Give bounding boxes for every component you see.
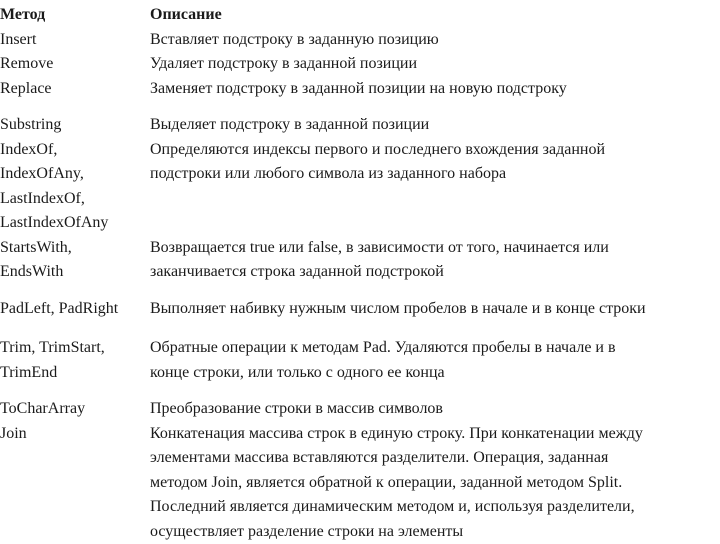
method-name: Replace	[0, 77, 150, 102]
method-name: StartsWith, EndsWith	[0, 236, 150, 285]
method-description: Конкатенация массива строк в единую строку. При конкатенации между элементами массива вставляются разделители. Операция, заданная методом Join, является обратной к операции, заданной методом Split. Последний является динамическим методом и, используя разделители, осуществляет разделение строки на элементы	[150, 422, 720, 544]
method-name: Insert	[0, 28, 150, 53]
table-row	[0, 77, 720, 102]
header-method: Метод	[0, 3, 150, 28]
table-row	[0, 336, 720, 385]
table-row	[0, 397, 720, 422]
method-name: ToCharArray	[0, 397, 150, 422]
method-description: Вставляет подстроку в заданную позицию	[150, 28, 720, 53]
table-row	[0, 297, 720, 322]
method-name: Trim, TrimStart, TrimEnd	[0, 336, 150, 385]
method-description: Возвращается true или false, в зависимости от того, начинается или заканчивается строка заданной подстрокой	[150, 236, 720, 285]
header-description: Описание	[150, 3, 720, 28]
method-name: Remove	[0, 52, 150, 77]
table-row	[0, 236, 720, 285]
table-row	[0, 113, 720, 138]
method-description: Выделяет подстроку в заданной позиции	[150, 113, 720, 138]
method-description: Преобразование строки в массив символов	[150, 397, 720, 422]
method-description: Определяются индексы первого и последнего вхождения заданной подстроки или любого символа из заданного набора	[150, 138, 720, 187]
method-description: Удаляет подстроку в заданной позиции	[150, 52, 720, 77]
method-description: Заменяет подстроку в заданной позиции на новую подстроку	[150, 77, 720, 102]
table-row	[0, 52, 720, 77]
method-name: PadLeft, PadRight	[0, 297, 150, 322]
table-header	[0, 3, 720, 28]
table-row	[0, 28, 720, 53]
method-name: Substring	[0, 113, 150, 138]
method-name: Join	[0, 422, 150, 447]
table-row	[0, 138, 720, 236]
method-description: Обратные операции к методам Pad. Удаляются пробелы в начале и в конце строки, или только с одного ее конца	[150, 336, 720, 385]
table-row	[0, 422, 720, 544]
method-description: Выполняет набивку нужным числом пробелов в начале и в конце строки	[150, 297, 720, 322]
method-name: IndexOf, IndexOfAny, LastIndexOf, LastIndexOfAny	[0, 138, 150, 236]
